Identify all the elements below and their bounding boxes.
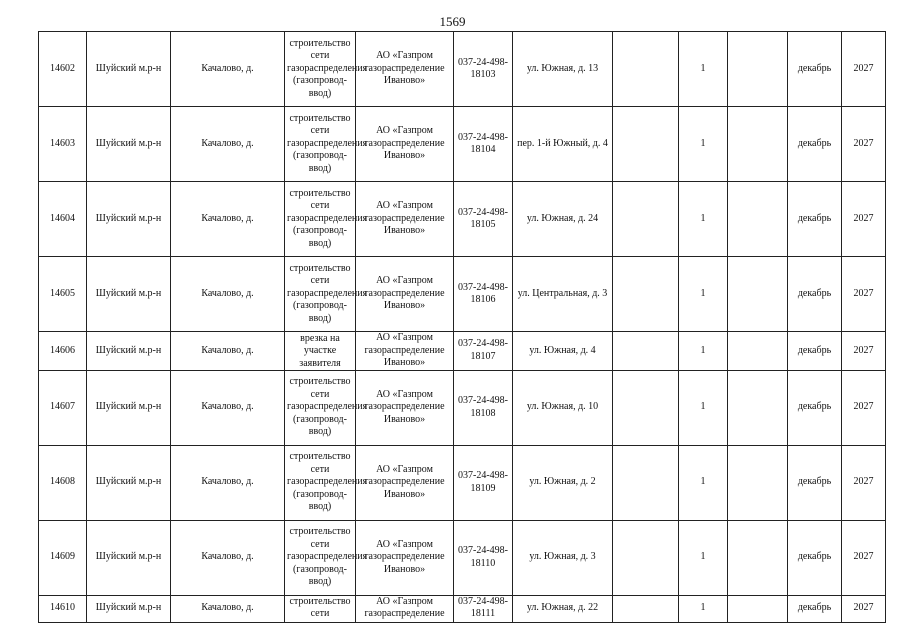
code-cell: 037-24-498-18106 bbox=[454, 257, 513, 332]
month-cell: декабрь bbox=[788, 370, 842, 445]
organization-cell: АО «Газпром газораспределение Иваново» bbox=[356, 370, 454, 445]
empty-cell bbox=[728, 332, 788, 371]
district-cell: Шуйский м.р-н bbox=[87, 332, 171, 371]
empty-cell bbox=[613, 520, 679, 595]
empty-cell bbox=[613, 332, 679, 371]
district-cell: Шуйский м.р-н bbox=[87, 370, 171, 445]
code-text: 037-24-498-18111 bbox=[458, 595, 508, 619]
row-number: 14603 bbox=[39, 107, 87, 182]
code-cell: 037-24-498-18105 bbox=[454, 182, 513, 257]
code-cell bbox=[454, 595, 513, 622]
year-cell: 2027 bbox=[842, 107, 886, 182]
locality-cell: Качалово, д. bbox=[171, 370, 285, 445]
work-type-text: строительство сети газораспределения (газопровод-ввод) bbox=[287, 37, 368, 99]
month-cell: декабрь bbox=[788, 182, 842, 257]
month-cell: декабрь bbox=[788, 520, 842, 595]
table-row bbox=[39, 182, 886, 257]
row-number: 14604 bbox=[39, 182, 87, 257]
address-cell: ул. Южная, д. 22 bbox=[513, 595, 613, 622]
address-cell: ул. Южная, д. 3 bbox=[513, 520, 613, 595]
table-row bbox=[39, 332, 886, 371]
quantity-cell: 1 bbox=[679, 107, 728, 182]
code-cell: 037-24-498-18109 bbox=[454, 445, 513, 520]
work-type-text: строительство сети bbox=[289, 595, 351, 619]
row-number: 14610 bbox=[39, 595, 87, 622]
table-row bbox=[39, 445, 886, 520]
organization-cell: АО «Газпром газораспределение Иваново» bbox=[356, 257, 454, 332]
month-cell: декабрь bbox=[788, 257, 842, 332]
locality-cell: Качалово, д. bbox=[171, 445, 285, 520]
table-row bbox=[39, 595, 886, 622]
year-cell: 2027 bbox=[842, 370, 886, 445]
empty-cell bbox=[613, 32, 679, 107]
work-type-cell bbox=[285, 445, 368, 520]
row-number: 14602 bbox=[39, 32, 87, 107]
code-cell: 037-24-498-18107 bbox=[454, 332, 513, 371]
work-type-text: врезка на участке заявителя bbox=[299, 332, 341, 369]
table-row bbox=[39, 370, 886, 445]
quantity-cell: 1 bbox=[679, 32, 728, 107]
year-cell: 2027 bbox=[842, 520, 886, 595]
address-cell: ул. Южная, д. 13 bbox=[513, 32, 613, 107]
work-type-text: строительство сети газораспределения (газопровод-ввод) bbox=[287, 451, 368, 513]
row-number: 14605 bbox=[39, 257, 87, 332]
empty-cell bbox=[728, 520, 788, 595]
empty-cell bbox=[728, 370, 788, 445]
empty-cell bbox=[728, 257, 788, 332]
year-cell: 2027 bbox=[842, 32, 886, 107]
page-number: 1569 bbox=[439, 14, 466, 29]
work-type-cell bbox=[285, 107, 368, 182]
work-type-cell bbox=[285, 182, 368, 257]
row-number: 14607 bbox=[39, 370, 87, 445]
organization-cell: АО «Газпром газораспределение Иваново» bbox=[356, 332, 454, 371]
organization-cell: АО «Газпром газораспределение Иваново» bbox=[356, 107, 454, 182]
year-cell: 2027 bbox=[842, 182, 886, 257]
table-row bbox=[39, 107, 886, 182]
quantity-cell: 1 bbox=[679, 595, 728, 622]
work-type-text: строительство сети газораспределения (газопровод-ввод) bbox=[287, 526, 368, 588]
work-type-text: строительство сети газораспределения (газопровод-ввод) bbox=[287, 112, 368, 174]
empty-cell bbox=[728, 182, 788, 257]
empty-cell bbox=[728, 445, 788, 520]
month-cell: декабрь bbox=[788, 107, 842, 182]
quantity-cell: 1 bbox=[679, 182, 728, 257]
locality-cell: Качалово, д. bbox=[171, 182, 285, 257]
locality-cell: Качалово, д. bbox=[171, 257, 285, 332]
month-cell: декабрь bbox=[788, 32, 842, 107]
row-number: 14609 bbox=[39, 520, 87, 595]
locality-cell: Качалово, д. bbox=[171, 107, 285, 182]
work-type-text: строительство сети газораспределения (газопровод-ввод) bbox=[287, 187, 368, 249]
empty-cell bbox=[613, 445, 679, 520]
district-cell: Шуйский м.р-н bbox=[87, 32, 171, 107]
organization-cell: АО «Газпром газораспределение Иваново» bbox=[356, 445, 454, 520]
quantity-cell: 1 bbox=[679, 332, 728, 371]
year-cell: 2027 bbox=[842, 257, 886, 332]
locality-cell: Качалово, д. bbox=[171, 332, 285, 371]
code-cell: 037-24-498-18108 bbox=[454, 370, 513, 445]
locality-cell: Качалово, д. bbox=[171, 595, 285, 622]
code-cell: 037-24-498-18110 bbox=[454, 520, 513, 595]
quantity-cell: 1 bbox=[679, 445, 728, 520]
district-cell: Шуйский м.р-н bbox=[87, 182, 171, 257]
quantity-cell: 1 bbox=[679, 370, 728, 445]
district-cell: Шуйский м.р-н bbox=[87, 595, 171, 622]
year-cell: 2027 bbox=[842, 445, 886, 520]
address-cell: ул. Южная, д. 10 bbox=[513, 370, 613, 445]
address-cell: ул. Южная, д. 24 bbox=[513, 182, 613, 257]
empty-cell bbox=[613, 107, 679, 182]
district-cell: Шуйский м.р-н bbox=[87, 445, 171, 520]
organization-cell: АО «Газпром газораспределение Иваново» bbox=[356, 520, 454, 595]
work-type-text: строительство сети газораспределения (газопровод-ввод) bbox=[287, 262, 368, 324]
address-cell: ул. Южная, д. 4 bbox=[513, 332, 613, 371]
work-type-cell bbox=[285, 332, 356, 371]
code-cell: 037-24-498-18103 bbox=[454, 32, 513, 107]
empty-cell bbox=[613, 370, 679, 445]
organization-cell bbox=[356, 595, 454, 622]
work-type-cell bbox=[285, 595, 356, 622]
empty-cell bbox=[728, 32, 788, 107]
quantity-cell: 1 bbox=[679, 257, 728, 332]
year-cell: 2027 bbox=[842, 595, 886, 622]
work-type-text: строительство сети газораспределения (газопровод-ввод) bbox=[287, 376, 368, 438]
empty-cell bbox=[728, 595, 788, 622]
empty-cell bbox=[728, 107, 788, 182]
organization-text: АО «Газпром газораспределение bbox=[364, 595, 445, 619]
row-number: 14608 bbox=[39, 445, 87, 520]
month-cell: декабрь bbox=[788, 595, 842, 622]
work-type-cell bbox=[285, 257, 368, 332]
district-cell: Шуйский м.р-н bbox=[87, 257, 171, 332]
address-cell: ул. Центральная, д. 3 bbox=[513, 257, 613, 332]
locality-cell: Качалово, д. bbox=[171, 32, 285, 107]
year-cell: 2027 bbox=[842, 332, 886, 371]
organization-cell: АО «Газпром газораспределение Иваново» bbox=[356, 182, 454, 257]
table-row bbox=[39, 520, 886, 595]
row-number: 14606 bbox=[39, 332, 87, 371]
district-cell: Шуйский м.р-н bbox=[87, 107, 171, 182]
month-cell: декабрь bbox=[788, 445, 842, 520]
work-type-cell bbox=[285, 32, 368, 107]
code-cell: 037-24-498-18104 bbox=[454, 107, 513, 182]
locality-cell: Качалово, д. bbox=[171, 520, 285, 595]
table-row bbox=[39, 257, 886, 332]
address-cell: пер. 1-й Южный, д. 4 bbox=[513, 107, 613, 182]
address-cell: ул. Южная, д. 2 bbox=[513, 445, 613, 520]
organization-cell: АО «Газпром газораспределение Иваново» bbox=[356, 32, 454, 107]
work-type-cell bbox=[285, 520, 368, 595]
district-cell: Шуйский м.р-н bbox=[87, 520, 171, 595]
empty-cell bbox=[613, 257, 679, 332]
work-type-cell bbox=[285, 370, 368, 445]
empty-cell bbox=[613, 595, 679, 622]
quantity-cell: 1 bbox=[679, 520, 728, 595]
gasification-table bbox=[38, 31, 886, 623]
month-cell: декабрь bbox=[788, 332, 842, 371]
table-row bbox=[39, 32, 886, 107]
empty-cell bbox=[613, 182, 679, 257]
